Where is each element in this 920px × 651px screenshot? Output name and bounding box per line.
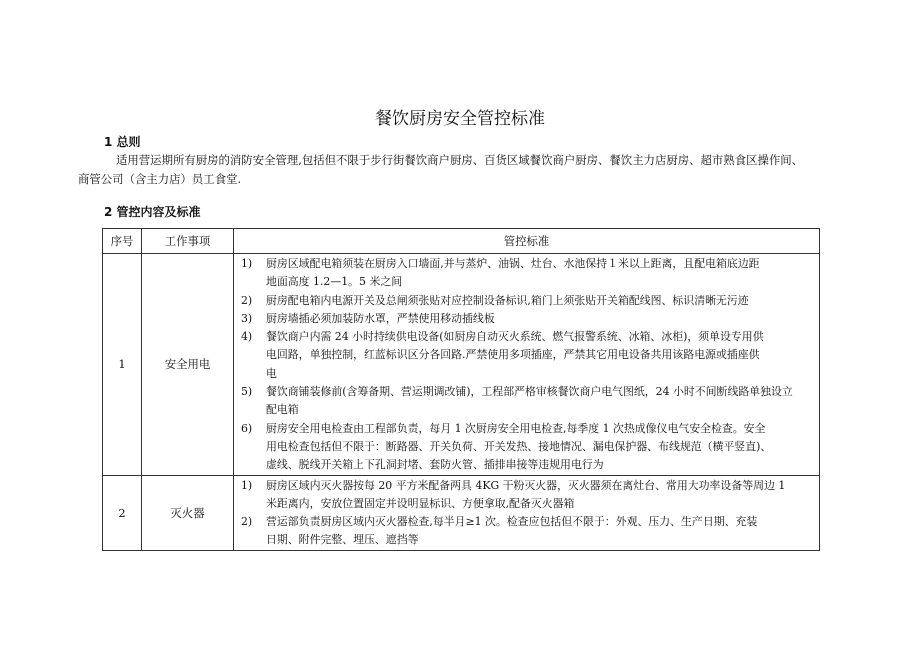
- standard-item-number: 1): [241, 257, 253, 270]
- standard-item-line: 餐饮商户内需 24 小时持续供电设备(如厨房自动灭火系统、燃气报警系统、冰箱、冰柜)，须单设专用供: [266, 330, 764, 344]
- standard-item-line: 厨房区域配电箱须装在厨房入口墙面,并与蒸炉、油锅、灶台、水池保持１米以上距离，且配电箱底边距: [266, 257, 760, 270]
- standard-item-line: 电: [266, 366, 277, 380]
- standard-item: [238, 420, 819, 475]
- document-title: 餐饮厨房安全管控标准: [375, 109, 545, 129]
- standard-item-number: 2): [241, 515, 253, 529]
- standard-item-line: 电回路，单独控制，红蓝标识区分各回路.严禁使用多项插座，严禁其它用电设备共用该路电源或插座供: [266, 348, 760, 362]
- header-standard: 管控标准: [234, 229, 820, 254]
- standard-item-number: 6): [241, 421, 253, 435]
- standard-item-line: 营运部负责厨房区域内灭火器检查,每半月≥1 次。检查应包括但不限于：外观、压力、生产日期、充装: [266, 515, 758, 529]
- standard-item-number: 5): [241, 385, 253, 399]
- table-body: [103, 254, 820, 551]
- standard-item: [238, 328, 819, 383]
- standard-item-line: 用电检查包括但不限于：断路器、开关负荷、开关发热、接地情况、漏电保护器、布线规范（横平竖直)、: [266, 439, 772, 453]
- standard-item-line: 日期、附件完整、埋压、遮挡等: [266, 533, 419, 547]
- standard-item-line: 厨房配电箱内电源开关及总闸须张贴对应控制设备标识,箱门上须张贴开关箱配线图、标识清晰无污迹: [266, 293, 749, 307]
- section-1-line-1: 适用营运期所有厨房的消防安全管理,包括但不限于步行街餐饮商户厨房、百货区域餐饮商户厨房、餐饮主力店厨房、超市熟食区操作间、: [116, 153, 804, 167]
- row-task: 灭火器: [142, 475, 234, 550]
- row-seq: 1: [103, 254, 142, 476]
- standard-item-number: 4): [241, 330, 253, 344]
- row-standards: [234, 475, 820, 550]
- row-seq: 2: [103, 475, 142, 550]
- section-1-body: [78, 151, 839, 189]
- standard-item-number: 1): [241, 478, 253, 492]
- section-1-heading: 1 总则: [104, 135, 141, 149]
- control-standards-table: [102, 228, 820, 551]
- standard-item-number: 2): [241, 293, 253, 307]
- standard-item: [238, 477, 819, 514]
- standard-item-number: 3): [241, 311, 253, 325]
- standard-item: [238, 310, 819, 328]
- standard-item: [238, 255, 819, 292]
- standard-item-line: 米距离内，安放位置固定并设明显标识、方便拿取,配备灭火器箱: [266, 496, 575, 510]
- section-1-line-2: 商管公司（含主力店）员工食堂.: [78, 172, 242, 186]
- header-seq: 序号: [103, 229, 142, 254]
- standard-item-line: 虚线、脱线开关箱上下孔洞封堵、套防火管、插排串接等违规用电行为: [266, 458, 604, 472]
- row-standards: [234, 254, 820, 476]
- standard-item-line: 厨房区域内灭火器按每 20 平方米配备两具 4KG 干粉灭火器，灭火器须在离灶台、常用大功率设备等周边 1: [266, 478, 786, 492]
- row-task: 安全用电: [142, 254, 234, 476]
- standard-item-line: 厨房安全用电检查由工程部负责，每月 1 次厨房安全用电检查,每季度 1 次热成像仪电气安全检查。安全: [266, 421, 766, 435]
- standard-item-line: 餐饮商铺装修前(含筹备期、营运期调改铺)，工程部严格审核餐饮商户电气图纸，24 小时不间断线路单独设立: [266, 385, 793, 399]
- standard-item-line: 地面高度 1.2—1。5 米之间: [266, 275, 403, 289]
- standard-item: [238, 292, 819, 310]
- standard-item-line: 配电箱: [266, 403, 299, 417]
- standard-item: [238, 513, 819, 550]
- table-header-row: [103, 229, 820, 254]
- table-row: [103, 475, 820, 550]
- standard-item-line: 厨房墙插必须加装防水罩，严禁使用移动插线板: [266, 311, 495, 325]
- section-2-heading: 2 管控内容及标准: [104, 205, 201, 219]
- standard-item: [238, 383, 819, 420]
- header-task: 工作事项: [142, 229, 234, 254]
- table-row: [103, 254, 820, 476]
